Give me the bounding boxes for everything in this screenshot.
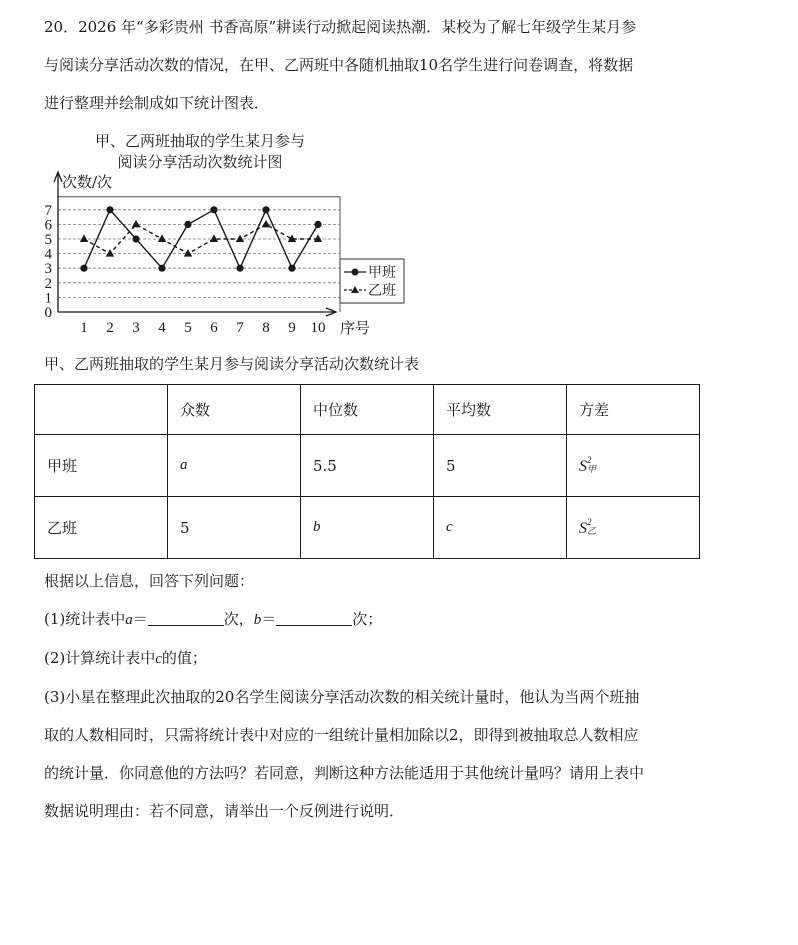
data-point-yi [210, 235, 218, 243]
cell-median-jia: 5.5 [301, 435, 434, 497]
q1-eq-b: ＝ [261, 610, 277, 628]
cell-mean-jia: 5 [434, 435, 567, 497]
answer-blank-a[interactable] [148, 609, 224, 626]
legend-label-jia: 甲班 [368, 265, 396, 281]
q3-line-2: 取的人数相同时，只需将统计表中对应的一组统计量相加除以2，即得到被抽取总人数相应 [44, 726, 639, 744]
data-point-jia [80, 265, 87, 272]
x-tick-label: 1 [80, 320, 88, 336]
data-point-yi [132, 220, 140, 228]
q2-suffix: 的值； [161, 649, 207, 667]
header-cell-mode: 众数 [168, 385, 301, 435]
data-point-yi [236, 235, 244, 243]
legend-marker-jia [352, 269, 359, 276]
cell-mode-yi: 5 [168, 497, 301, 559]
q1-var-a: a [125, 612, 133, 628]
question-intro [44, 8, 724, 122]
q3-line-1: (3)小星在整理此次抽取的20名学生阅读分享活动次数的相关统计量时，他认为当两个班抽 [44, 688, 640, 706]
variance-symbol-yi: S [579, 519, 587, 537]
data-point-yi [106, 249, 114, 257]
question-number: 20． [44, 18, 79, 36]
q1-text [44, 610, 382, 628]
table-caption: 甲、乙两班抽取的学生某月参与阅读分享活动次数统计表 [44, 355, 420, 373]
table-header-row [35, 385, 700, 435]
plot-frame [58, 197, 340, 312]
header-cell-variance: 方差 [567, 385, 700, 435]
row-label-jia: 甲班 [35, 435, 168, 497]
x-tick-label: 3 [132, 320, 140, 336]
x-tick-label: 2 [106, 320, 114, 336]
line-chart [30, 122, 420, 340]
data-point-yi [184, 249, 192, 257]
chart-title-line-2: 阅读分享活动次数统计图 [117, 153, 283, 171]
x-tick-label: 4 [158, 320, 166, 336]
data-point-jia [288, 265, 295, 272]
y-tick-label: 5 [44, 232, 52, 248]
q3-line-3: 的统计量．你同意他的方法吗？若同意，判断这种方法能适用于其他统计量吗？请用上表中 [44, 764, 645, 782]
header-cell-median: 中位数 [301, 385, 434, 435]
plot-area [45, 172, 341, 336]
q2-prefix: (2)计算统计表中 [44, 649, 156, 667]
x-tick-label: 6 [210, 320, 218, 336]
y-tick-label: 0 [44, 305, 52, 321]
cell-median-yi: b [301, 497, 434, 559]
prompt-text: 根据以上信息，回答下列问题： [44, 572, 255, 590]
row-label-yi: 乙班 [35, 497, 168, 559]
x-axis-label: 序号 [340, 319, 371, 337]
y-tick-label: 3 [44, 261, 52, 278]
questions [44, 562, 724, 830]
x-tick-label: 8 [262, 320, 270, 336]
cell-mode-jia: a [168, 435, 301, 497]
data-point-jia [158, 265, 165, 272]
x-tick-label: 10 [310, 320, 326, 336]
q2-var-c: c [155, 651, 162, 667]
cell-variance-yi [567, 497, 700, 559]
y-tick-label: 2 [44, 275, 52, 292]
intro-line-1: 2026 年“多彩贵州 书香高原”耕读行动掀起阅读热潮．某校为了解七年级学生某月参 [78, 18, 637, 36]
y-tick-label: 6 [44, 217, 52, 234]
q2-text [44, 649, 207, 667]
intro-line-2: 与阅读分享活动次数的情况，在甲、乙两班中各随机抽取10名学生进行问卷调查，将数据 [44, 56, 634, 74]
variance-symbol-jia: S [579, 457, 587, 475]
data-point-jia [184, 221, 191, 228]
data-point-yi [80, 235, 88, 243]
variance-sub-jia: 甲 [587, 463, 597, 474]
x-tick-label: 5 [184, 320, 192, 336]
table-row [35, 497, 700, 559]
cell-mean-yi: c [434, 497, 567, 559]
header-cell-mean: 平均数 [434, 385, 567, 435]
data-point-jia [236, 265, 243, 272]
data-point-jia [106, 206, 113, 213]
chart-title-line-1: 甲、乙两班抽取的学生某月参与 [94, 132, 306, 150]
intro-line-3: 进行整理并绘制成如下统计图表． [44, 94, 270, 112]
q1-var-b: b [253, 612, 262, 628]
q1-prefix: (1)统计表中 [44, 610, 126, 628]
legend-label-yi: 乙班 [368, 283, 396, 299]
variance-sup-jia: 2 [587, 454, 592, 465]
table-row [35, 435, 700, 497]
legend [340, 259, 404, 303]
y-tick-label: 1 [44, 290, 52, 307]
data-point-yi [158, 235, 166, 243]
q1-unit-1: 次， [223, 610, 254, 628]
answer-blank-b[interactable] [276, 609, 352, 626]
y-axis-label: 次数/次 [62, 173, 113, 191]
variance-sup-yi: 2 [587, 516, 592, 527]
q3-line-4: 数据说明理由：若不同意，请举出一个反例进行说明． [44, 802, 405, 820]
data-point-yi [262, 220, 270, 228]
data-point-jia [314, 221, 321, 228]
header-cell-empty [35, 385, 168, 435]
x-tick-label: 7 [236, 320, 244, 336]
x-tick-label: 9 [288, 320, 296, 336]
y-tick-label: 4 [44, 246, 52, 263]
stats-table [34, 384, 700, 559]
data-point-yi [288, 235, 296, 243]
data-point-jia [132, 235, 139, 242]
q1-unit-2: 次； [352, 610, 383, 628]
q1-eq-a: ＝ [132, 610, 148, 628]
cell-variance-jia [567, 435, 700, 497]
data-point-jia [262, 206, 269, 213]
variance-sub-yi: 乙 [587, 525, 597, 536]
data-point-yi [314, 235, 322, 243]
y-tick-label: 7 [44, 202, 52, 219]
data-point-jia [210, 206, 217, 213]
